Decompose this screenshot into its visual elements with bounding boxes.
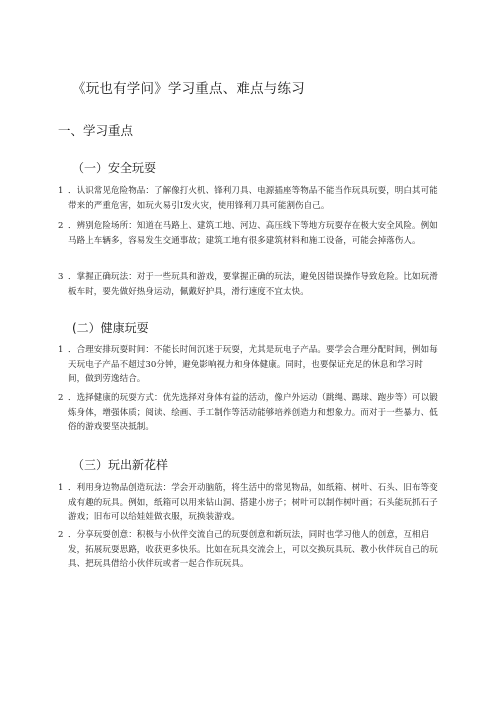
list-item xyxy=(58,528,440,572)
item-text: ．合理安排玩耍时间：不能长时间沉迷于玩耍，尤其是玩电子产品。要学会合理分配时间，例如每天玩电子产品不超过30分钟，避免影响视力和身体健康。同时，也要保证充足的休息和学习时间，做到劳逸结合。 xyxy=(68,345,438,384)
item-text: ．辨别危险场所：知道在马路上、建筑工地、河边、高压线下等地方玩耍存在极大安全风险。例如马路上车辆多，容易发生交通事故；建筑工地有很多建筑材料和施工设备，可能会掉落伤人。 xyxy=(68,221,438,246)
item-text: ．分享玩耍创意：积极与小伙伴交流自己的玩耍创意和新玩法，同时也学习他人的创意，互相启发，拓展玩耍思路，收获更多快乐。比如在玩具交流会上，可以交换玩具玩、教小伙伴玩自己的玩具、把玩具借给小伙伴玩或者一起合作玩玩具。 xyxy=(68,530,438,569)
item-number: 1 xyxy=(58,186,64,196)
item-number: 3 xyxy=(58,272,64,282)
list-item xyxy=(58,343,440,387)
item-text: ．利用身边物品创造玩法：学会开动脑筋，将生活中的常见物品，如纸箱、树叶、石头、旧布等变成有趣的玩具。例如，纸箱可以用来钻山洞、搭建小房子；树叶可以制作树叶画；石头能玩抓石子游戏；旧布可以给娃娃做衣服，玩换装游戏。 xyxy=(68,483,438,522)
item-number: 1 xyxy=(58,483,64,493)
subsection-heading-safe-play: （一）安全玩耍 xyxy=(72,161,157,175)
item-number: 2 xyxy=(58,221,64,231)
item-number: 1 xyxy=(58,345,64,355)
list-item xyxy=(58,391,440,435)
item-text: ．认识常见危险物品：了解像打火机、锋利刀具、电源插座等物品不能当作玩具玩耍，明白其可能带来的严重危害，如玩火易引I发火灾，使用锋利刀具可能割伤自己。 xyxy=(68,186,438,211)
section-heading-key-points: 一、学习重点 xyxy=(58,123,134,138)
list-item xyxy=(58,481,440,525)
subsection-heading-healthy-play: (二）健康玩耍 xyxy=(72,321,149,335)
page-title: 《玩也有学问》学习重点、难点与练习 xyxy=(72,81,305,97)
item-text: ．掌握正确玩法：对于一些玩具和游戏，要掌握正确的玩法，避免因错误操作导致危险。比如玩滑板车时，要先做好热身运动，佩戴好护具，滑行速度不宜太快。 xyxy=(68,272,438,297)
list-item xyxy=(58,184,440,213)
item-number: 2 xyxy=(58,530,64,540)
list-item xyxy=(58,219,440,248)
item-text: ．选择健康的玩耍方式：优先选择对身体有益的活动，像户外运动（跳绳、踢球、跑步等）可以锻炼身体，增强体质；阅读、绘画、手工制作等活动能够培养创造力和想象力。而对于一些暴力、低俗的游戏要坚决抵制。 xyxy=(68,393,438,432)
list-item xyxy=(58,270,440,299)
subsection-heading-new-ways-to-play: （三）玩出新花样 xyxy=(72,458,169,472)
item-number: 2 xyxy=(58,393,64,403)
